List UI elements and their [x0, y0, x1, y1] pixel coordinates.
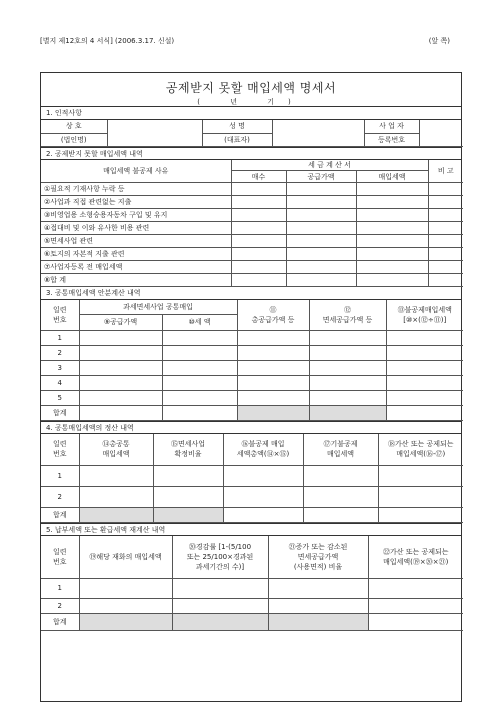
input-cell[interactable] [231, 196, 286, 209]
section-1-heading: 1. 인적사항 [41, 107, 461, 120]
shaded-cell [237, 405, 309, 420]
row-number: 1 [41, 578, 79, 598]
input-cell[interactable] [286, 248, 356, 261]
c4-line1: ㉒가산 또는 공제되는 [382, 547, 449, 556]
c1-label: ⑭총공통 [102, 440, 130, 449]
reason-row-label: ③비영업용 소형승용자동차 구입 및 유지 [41, 209, 231, 222]
input-cell[interactable] [162, 360, 237, 375]
input-cell[interactable] [223, 466, 303, 487]
nondeductible-total-header [223, 434, 303, 466]
col13-formula: [⑩×(⑫÷⑪)] [403, 315, 447, 324]
reason-row-label: ⑤면세사업 관련 [41, 235, 231, 248]
input-cell[interactable] [309, 360, 386, 375]
c3-sublabel: 세액총액(⑭×⑮) [236, 450, 290, 459]
c5-label: ⑱가산 또는 공제되는 [387, 440, 454, 449]
row-number: 2 [41, 345, 79, 360]
serial-text-2: 번호 [52, 557, 67, 566]
representative-label: 성 명 [202, 120, 272, 133]
row-number: 2 [41, 598, 79, 613]
input-cell[interactable] [386, 330, 463, 345]
total-common-tax-header [79, 434, 153, 466]
input-cell[interactable] [79, 598, 172, 613]
section-4-heading: 4. 공통매입세액의 정산 내역 [41, 421, 461, 434]
c3-line1: ㉑증가 또는 감소된 [288, 542, 348, 551]
input-cell[interactable] [378, 487, 463, 508]
company-name-label: 상 호 [41, 120, 107, 133]
serial-text: 일련 [52, 305, 67, 314]
input-cell[interactable] [428, 261, 463, 274]
common-purchase-header: 과세면세사업 공통매입 [79, 300, 237, 314]
input-cell[interactable] [223, 487, 303, 508]
serial-text-2: 번호 [52, 315, 67, 324]
row-number: 2 [41, 487, 79, 508]
input-cell[interactable] [303, 466, 378, 487]
form-title-block [41, 73, 461, 107]
personal-info-table [41, 120, 463, 147]
input-cell[interactable] [356, 261, 428, 274]
input-cell[interactable] [368, 578, 463, 598]
input-cell[interactable] [79, 390, 162, 405]
input-cell[interactable] [386, 405, 463, 420]
c3-line3: (사용면적) 비율 [293, 562, 343, 571]
col11-number: ⑪ [269, 305, 277, 314]
serial-header [41, 536, 79, 578]
c2-sublabel: 확정비율 [174, 450, 202, 459]
c3-label: ⑯불공제 매입 [241, 440, 285, 449]
input-cell[interactable] [356, 222, 428, 235]
c2-line2: 또는 25/100×경과된 [186, 552, 254, 561]
col13-label: ⑬불공제매입세액 [397, 305, 452, 314]
reason-row-label: ⑦사업자등록 전 매입세액 [41, 261, 231, 274]
statement-form [40, 72, 462, 702]
input-cell[interactable] [79, 578, 172, 598]
form-header [40, 36, 464, 46]
reduction-rate-header [172, 536, 268, 578]
tax-recalculation-table [41, 536, 463, 631]
input-cell[interactable] [162, 375, 237, 390]
adjusted-tax-header [368, 536, 463, 578]
col12-label: 면세공급가액 등 [322, 315, 373, 324]
nondeductible-table [41, 160, 463, 288]
reason-header: 매입세액 불공제 사유 [41, 160, 231, 183]
input-cell[interactable] [428, 209, 463, 222]
c3-line2: 면세공급가액 [297, 552, 339, 561]
input-cell[interactable] [303, 487, 378, 508]
supply-value-header: 공급가액 [286, 171, 356, 183]
total-row-label: ⑧합 계 [41, 274, 231, 287]
c5-sublabel: 매입세액(⑯-⑰) [396, 450, 446, 459]
reason-row-label: ①필요적 기재사항 누락 등 [41, 183, 231, 196]
input-cell[interactable] [162, 330, 237, 345]
input-cell[interactable] [237, 330, 309, 345]
input-cell[interactable] [231, 183, 286, 196]
input-cell[interactable] [286, 274, 356, 287]
company-name-sublabel: (법인명) [41, 133, 107, 146]
input-cell[interactable] [237, 345, 309, 360]
shaded-cell [172, 613, 268, 630]
input-cell[interactable] [428, 274, 463, 287]
c4-label: ⑰기불공제 [323, 440, 358, 449]
previous-nondeductible-header [303, 434, 378, 466]
input-cell[interactable] [286, 261, 356, 274]
input-cell[interactable] [231, 209, 286, 222]
input-cell[interactable] [237, 390, 309, 405]
serial-header [41, 434, 79, 466]
c4-sublabel: 매입세액 [326, 450, 355, 459]
input-tax-header: 매입세액 [356, 171, 428, 183]
input-cell[interactable] [356, 235, 428, 248]
section-3-heading: 3. 공통매입세액 안분계산 내역 [41, 287, 461, 300]
tax-amount-header: ⑩세 액 [162, 314, 237, 330]
input-cell[interactable] [237, 375, 309, 390]
nondeductible-tax-header [386, 300, 463, 330]
input-cell[interactable] [79, 330, 162, 345]
form-reference: [별지 제12호의 4 서식] (2006.3.17. 신설) [40, 37, 175, 45]
input-cell[interactable] [386, 375, 463, 390]
input-cell[interactable] [356, 274, 428, 287]
col11-label: 총공급가액 등 [251, 315, 295, 324]
total-supply-header [237, 300, 309, 330]
serial-text: 일련 [52, 440, 67, 449]
input-cell[interactable] [286, 222, 356, 235]
input-cell[interactable] [428, 235, 463, 248]
input-cell[interactable] [79, 345, 162, 360]
input-cell[interactable] [303, 508, 378, 523]
form-period: ( 년 기) [197, 98, 305, 106]
input-cell[interactable] [79, 466, 153, 487]
input-cell[interactable] [428, 183, 463, 196]
input-cell[interactable] [368, 598, 463, 613]
input-cell[interactable] [153, 466, 223, 487]
input-cell[interactable] [356, 248, 428, 261]
exempt-ratio-header [153, 434, 223, 466]
input-cell[interactable] [386, 360, 463, 375]
input-cell[interactable] [368, 613, 463, 630]
shaded-cell [309, 405, 386, 420]
reason-row-label: ⑥토지의 자본적 지출 관련 [41, 248, 231, 261]
total-label: 합계 [41, 405, 79, 420]
business-number-sublabel: 등록번호 [364, 133, 419, 146]
input-cell[interactable] [153, 487, 223, 508]
input-cell[interactable] [268, 598, 368, 613]
input-cell[interactable] [286, 183, 356, 196]
page-side-label: (앞 쪽) [428, 37, 450, 45]
reason-row-label: ②사업과 직접 관련없는 지출 [41, 196, 231, 209]
reason-row-label: ④접대비 및 이와 유사한 비용 관련 [41, 222, 231, 235]
input-cell[interactable] [231, 248, 286, 261]
business-number-label: 사 업 자 [364, 120, 419, 133]
input-cell[interactable] [268, 578, 368, 598]
shaded-cell [79, 508, 153, 523]
input-cell[interactable] [309, 375, 386, 390]
adjusted-tax-header [378, 434, 463, 466]
input-cell[interactable] [162, 390, 237, 405]
input-cell[interactable] [231, 274, 286, 287]
c2-line3: 과세기간의 수)] [195, 562, 245, 571]
row-number: 3 [41, 360, 79, 375]
input-cell[interactable] [286, 196, 356, 209]
input-cell[interactable] [231, 261, 286, 274]
exempt-ratio-change-header [268, 536, 368, 578]
total-label: 합계 [41, 508, 79, 523]
input-cell[interactable] [378, 508, 463, 523]
common-tax-settlement-table [41, 434, 463, 524]
count-header: 매수 [231, 171, 286, 183]
input-cell[interactable] [79, 360, 162, 375]
shaded-cell [268, 613, 368, 630]
input-cell[interactable] [428, 222, 463, 235]
input-cell[interactable] [172, 578, 268, 598]
shaded-cell [79, 613, 172, 630]
row-number: 4 [41, 375, 79, 390]
representative-field[interactable] [272, 120, 364, 146]
company-name-field[interactable] [107, 120, 202, 146]
section-5-heading: 5. 납부세액 또는 환급세액 재계산 내역 [41, 523, 461, 536]
serial-text-2: 번호 [52, 450, 67, 459]
c4-line2: 매입세액(⑲×⑳×㉑) [383, 557, 449, 566]
input-cell[interactable] [231, 222, 286, 235]
col12-number: ⑫ [344, 305, 352, 314]
input-cell[interactable] [309, 390, 386, 405]
input-cell[interactable] [428, 248, 463, 261]
input-cell[interactable] [79, 487, 153, 508]
input-cell[interactable] [356, 209, 428, 222]
shaded-cell [153, 508, 223, 523]
input-cell[interactable] [286, 235, 356, 248]
form-title: 공제받지 못할 매입세액 명세서 [165, 81, 337, 95]
input-cell[interactable] [223, 508, 303, 523]
remark-header: 비 고 [428, 160, 463, 183]
input-cell[interactable] [79, 405, 162, 420]
input-cell[interactable] [162, 345, 237, 360]
tax-invoice-header: 세 금 계 산 서 [231, 160, 428, 171]
input-cell[interactable] [237, 360, 309, 375]
supply-value-header: ⑨공급가액 [79, 314, 162, 330]
input-cell[interactable] [356, 196, 428, 209]
section-2-heading: 2. 공제받지 못할 매입세액 내역 [41, 147, 461, 160]
input-cell[interactable] [378, 466, 463, 487]
input-cell[interactable] [286, 209, 356, 222]
row-number: 1 [41, 330, 79, 345]
exempt-supply-header [309, 300, 386, 330]
common-input-tax-table [41, 300, 463, 421]
serial-text: 일련 [52, 547, 67, 556]
input-cell[interactable] [172, 598, 268, 613]
input-cell[interactable] [309, 345, 386, 360]
input-cell[interactable] [386, 345, 463, 360]
input-cell[interactable] [162, 405, 237, 420]
business-number-field[interactable] [419, 120, 463, 146]
input-cell[interactable] [231, 235, 286, 248]
input-cell[interactable] [386, 390, 463, 405]
c1-sublabel: 매입세액 [102, 450, 130, 459]
input-cell[interactable] [309, 330, 386, 345]
representative-sublabel: (대표자) [202, 133, 272, 146]
row-number: 5 [41, 390, 79, 405]
input-cell[interactable] [356, 183, 428, 196]
goods-input-tax-header: ⑲해당 재화의 매입세액 [79, 536, 172, 578]
row-number: 1 [41, 466, 79, 487]
input-cell[interactable] [79, 375, 162, 390]
total-label: 합계 [41, 613, 79, 630]
c2-label: ⑮면세사업 [170, 440, 206, 449]
c2-line1: ⑳경감률 [1-(5/100 [188, 542, 252, 551]
input-cell[interactable] [428, 196, 463, 209]
serial-header [41, 300, 79, 330]
